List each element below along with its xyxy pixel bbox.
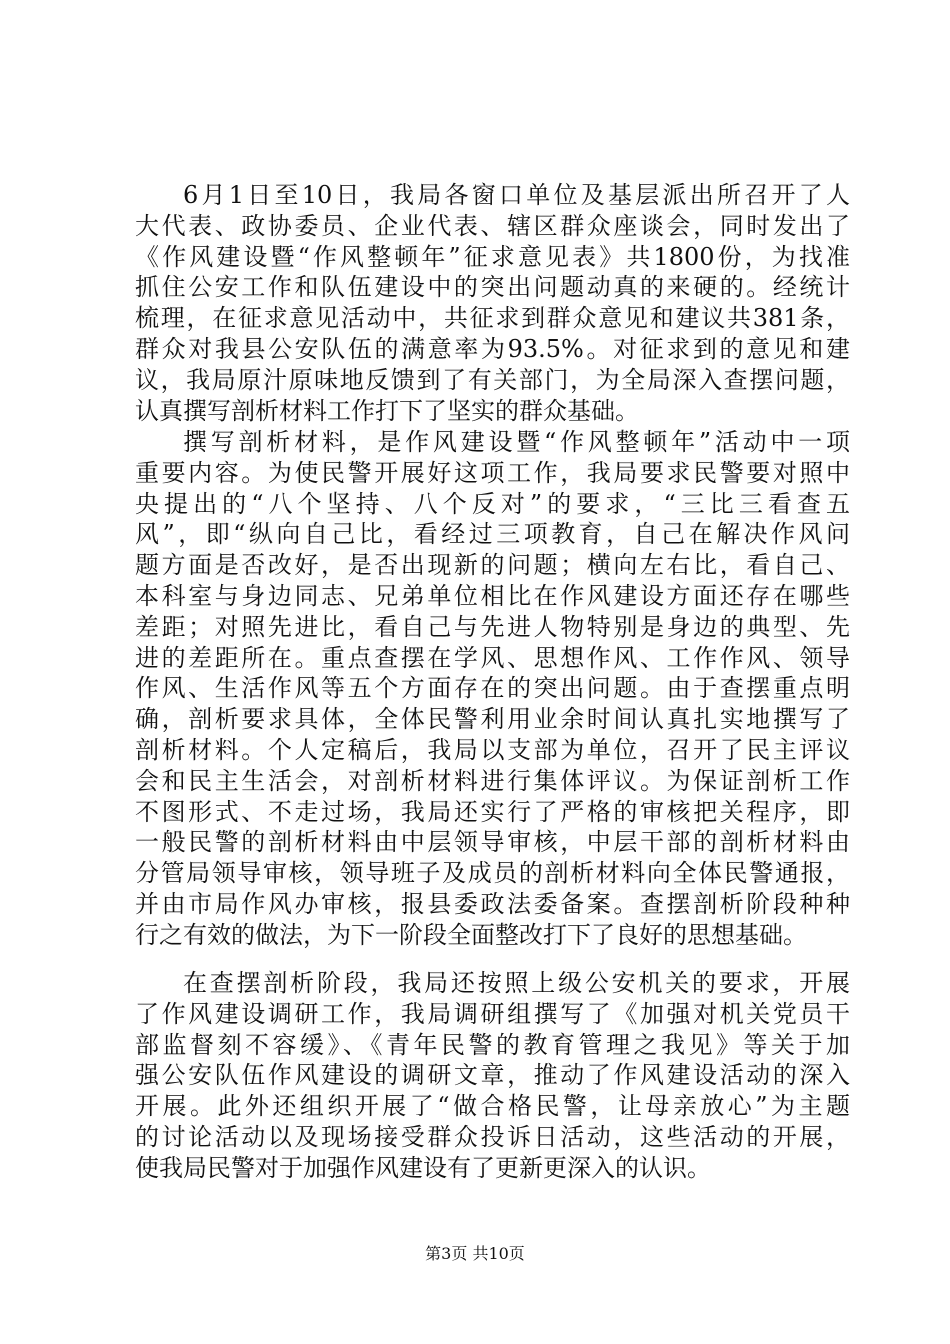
paragraph-line: 风”，即“纵向自己比，看经过三项教育，自己在解决作风问 [135, 520, 850, 549]
paragraph-line: 并由市局作风办审核，报县委政法委备案。查摆剖析阶段种种 [135, 890, 850, 918]
paragraph-line: 撰写剖析材料，是作风建设暨“作风整顿年”活动中一项 [183, 428, 850, 456]
paragraph-line: 不图形式、不走过场，我局还实行了严格的审核把关程序，即 [135, 797, 850, 826]
paragraph-line: 差距；对照先进比，看自己与先进人物特别是身边的典型、先 [135, 612, 850, 641]
paragraph-line: 本科室与身边同志、兄弟单位相比在作风建设方面还存在哪些 [135, 582, 850, 610]
paragraph-line: 作风、生活作风等五个方面存在的突出问题。由于查摆重点明 [135, 674, 850, 703]
paragraph-line: 重要内容。为使民警开展好这项工作，我局要求民警要对照中 [135, 458, 850, 487]
paragraph-line: 进的差距所在。重点查摆在学风、思想作风、工作作风、领导 [135, 643, 850, 672]
paragraph-line: 大代表、政协委员、企业代表、辖区群众座谈会，同时发出了 [135, 211, 850, 240]
paragraph-line: 会和民主生活会，对剖析材料进行集体评议。为保证剖析工作 [135, 766, 850, 795]
paragraph-line: 分管局领导审核，领导班子及成员的剖析材料向全体民警通报， [135, 859, 850, 888]
paragraph-line: 强公安队伍作风建设的调研文章，推动了作风建设活动的深入 [135, 1061, 850, 1090]
paragraph-line: 央提出的“八个坚持、八个反对”的要求，“三比三看查五 [135, 489, 850, 518]
paragraph-line: 了作风建设调研工作，我局调研组撰写了《加强对机关党员干 [135, 999, 850, 1028]
paragraph-line: 梳理，在征求意见活动中，共征求到群众意见和建议共381条， [135, 304, 850, 333]
paragraph-line: 在查摆剖析阶段，我局还按照上级公安机关的要求，开展 [183, 969, 850, 997]
paragraph-line: 群众对我县公安队伍的满意率为93.5%。对征求到的意见和建 [135, 335, 850, 363]
paragraph-line: 剖析材料。个人定稿后，我局以支部为单位，召开了民主评议 [135, 736, 850, 764]
page-footer: 第3页 共10页 [425, 1244, 525, 1263]
paragraph-line: 开展。此外还组织开展了“做合格民警，让母亲放心”为主题 [135, 1092, 850, 1121]
paragraph-line: 6月1日至10日，我局各窗口单位及基层派出所召开了人 [183, 181, 850, 209]
paragraph-line: 使我局民警对于加强作风建设有了更新更深入的认识。 [135, 1153, 711, 1182]
paragraph-line: 一般民警的剖析材料由中层领导审核，中层干部的剖析材料由 [135, 828, 850, 857]
paragraph-line: 议，我局原汁原味地反馈到了有关部门，为全局深入查摆问题， [135, 365, 850, 394]
paragraph-line: 抓住公安工作和队伍建设中的突出问题动真的来硬的。经统计 [135, 273, 850, 302]
paragraph-line: 的讨论活动以及现场接受群众投诉日活动，这些活动的开展， [135, 1123, 850, 1151]
paragraph-line: 确，剖析要求具体，全体民警利用业余时间认真扎实地撰写了 [135, 705, 850, 734]
paragraph-line: 题方面是否改好，是否出现新的问题；横向左右比，看自己、 [135, 551, 850, 580]
paragraph-line: 《作风建设暨“作风整顿年”征求意见表》共1800份，为找准 [135, 242, 850, 271]
paragraph-line: 部监督刻不容缓》、《青年民警的教育管理之我见》等关于加 [135, 1030, 850, 1059]
paragraph-line: 行之有效的做法，为下一阶段全面整改打下了良好的思想基础。 [135, 920, 807, 949]
paragraph-line: 认真撰写剖析材料工作打下了坚实的群众基础。 [135, 396, 639, 425]
